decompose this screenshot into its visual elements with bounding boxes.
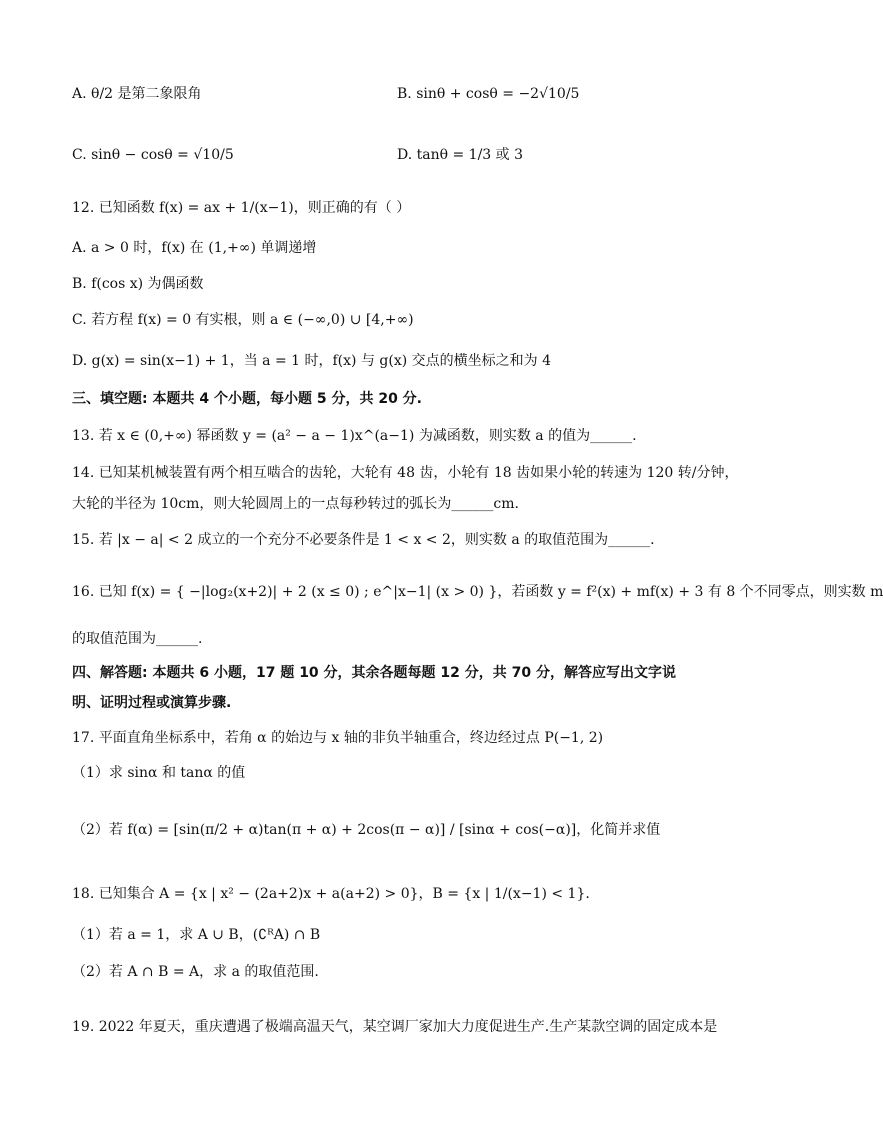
q12-option-b: B. f(cos x) 为偶函数 xyxy=(72,276,204,292)
section4-heading-line1: 四、解答题: 本题共 6 小题，17 题 10 分，其余各题每题 12 分，共 70 分，解答应写出文字说 xyxy=(72,665,677,681)
q11-option-d: D. tanθ = 1/3 或 3 xyxy=(397,147,524,163)
q17-stem: 17. 平面直角坐标系中，若角 α 的始边与 x 轴的非负半轴重合，终边经过点 P(−1, 2) xyxy=(72,730,604,746)
q11-option-b: B. sinθ + cosθ = −2√10/5 xyxy=(397,86,580,102)
q17-part2: （2）若 f(α) = [sin(π/2 + α)tan(π + α) + 2cos(π − α)] / [sinα + cos(−α)]，化简并求值 xyxy=(72,822,661,838)
q13-text: 13. 若 x ∈ (0,+∞) 幂函数 y = (a² − a − 1)x^(a−1) 为减函数，则实数 a 的值为______. xyxy=(72,428,637,444)
q11-option-c: C. sinθ − cosθ = √10/5 xyxy=(72,147,234,163)
section4-heading-line2: 明、证明过程或演算步骤. xyxy=(72,695,232,711)
q11-option-a: A. θ/2 是第二象限角 xyxy=(72,86,202,102)
q16-line1: 16. 已知 f(x) = { −|log₂(x+2)| + 2 (x ≤ 0) ; e^|x−1| (x > 0) }，若函数 y = f²(x) + mf(x) + 3 有 8 个不同零点，则实数 m xyxy=(72,584,883,600)
q17-part1: （1）求 sinα 和 tanα 的值 xyxy=(72,765,246,781)
q19-text: 19. 2022 年夏天，重庆遭遇了极端高温天气，某空调厂家加大力度促进生产.生产某款空调的固定成本是 xyxy=(72,1019,718,1035)
q12-option-a: A. a > 0 时，f(x) 在 (1,+∞) 单调递增 xyxy=(72,240,317,256)
q12-option-d: D. g(x) = sin(x−1) + 1，当 a = 1 时，f(x) 与 g(x) 交点的横坐标之和为 4 xyxy=(72,353,551,369)
q12-option-c: C. 若方程 f(x) = 0 有实根，则 a ∈ (−∞,0) ∪ [4,+∞) xyxy=(72,312,414,328)
q14-line2: 大轮的半径为 10cm，则大轮圆周上的一点每秒转过的弧长为______cm. xyxy=(72,496,519,512)
section3-heading: 三、填空题: 本题共 4 个小题，每小题 5 分，共 20 分. xyxy=(72,391,422,407)
q18-part1: （1）若 a = 1，求 A ∪ B，(∁ᴿA) ∩ B xyxy=(72,927,321,943)
q15-text: 15. 若 |x − a| < 2 成立的一个充分不必要条件是 1 < x < 2，则实数 a 的取值范围为______. xyxy=(72,532,655,548)
q16-line2: 的取值范围为______. xyxy=(72,631,203,647)
q12-stem: 12. 已知函数 f(x) = ax + 1/(x−1)，则正确的有（ ） xyxy=(72,200,411,216)
q18-stem: 18. 已知集合 A = {x | x² − (2a+2)x + a(a+2) > 0}，B = {x | 1/(x−1) < 1}. xyxy=(72,886,590,902)
q14-line1: 14. 已知某机械装置有两个相互啮合的齿轮，大轮有 48 齿，小轮有 18 齿如果小轮的转速为 120 转/分钟， xyxy=(72,465,739,481)
q18-part2: （2）若 A ∩ B = A，求 a 的取值范围. xyxy=(72,964,319,980)
